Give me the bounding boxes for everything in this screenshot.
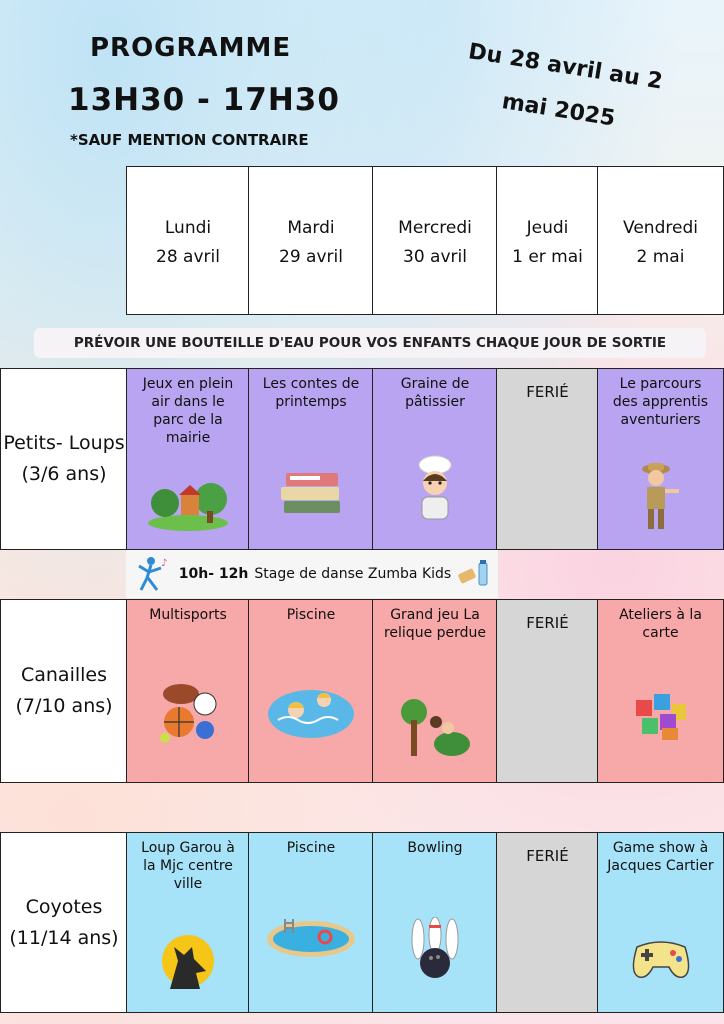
holiday-label: FERIÉ [526,847,569,865]
page-title: PROGRAMME [90,33,292,63]
gamepad-icon [629,933,693,981]
group-label: Coyotes (11/14 ans) [9,895,119,949]
sports-balls-icon [157,678,219,744]
day-name: Jeudi [526,218,569,238]
day-date: 28 avril [156,247,220,267]
holiday-label: FERIÉ [526,383,569,401]
day-name: Vendredi [623,218,698,238]
werewolf-icon [160,933,216,989]
group-label: Petits- Loups (3/6 ans) [3,432,125,485]
activity-cell [597,599,724,783]
swimming-kids-icon [266,680,356,742]
treasure-hunt-icon [398,698,472,758]
day-name: Mercredi [398,218,472,238]
snack-bottle-icon [457,559,491,589]
activity-cell [597,368,724,550]
day-monday [126,166,250,315]
park-icon [145,481,231,531]
puzzle-icon [632,692,690,742]
activity-label: Ateliers à la carte [619,607,702,641]
svg-text:♪: ♪ [160,558,168,569]
day-friday [597,166,724,315]
day-wednesday [372,166,498,315]
baker-child-icon [408,455,462,523]
day-date: 29 avril [279,247,343,267]
zumba-time: 10h- 12h [178,566,249,582]
activity-label: Piscine [286,840,336,856]
activity-label: Jeux en plein air dans le parc de la mairie [142,376,234,446]
activity-cell [126,368,250,550]
note: *SAUF MENTION CONTRAIRE [70,131,309,149]
zumba-label: Stage de danse Zumba Kids [254,566,452,582]
day-tuesday [248,166,374,315]
dancer-icon [133,554,173,594]
activity-cell [126,599,250,783]
activity-cell [372,832,498,1013]
activity-cell [248,832,374,1013]
hours: 13H30 - 17H30 [68,82,340,118]
group-label: Canailles (7/10 ans) [15,664,113,717]
holiday-cell [496,832,599,1013]
day-date: 2 mai [636,247,685,267]
activity-label: Loup Garou à la Mjc centre ville [141,840,235,892]
day-name: Lundi [164,218,212,238]
holiday-cell [496,368,599,550]
bowling-icon [408,917,462,981]
zumba-banner [126,550,498,598]
date-range [456,30,667,148]
group-petits-loups [0,368,128,550]
activity-label: Multisports [149,607,227,623]
activity-label: Les contes de printemps [262,376,360,410]
group-canailles [0,599,128,783]
date-range-line1: Du 28 avril au 2 [466,39,665,95]
activity-cell [248,368,374,550]
activity-cell [372,368,498,550]
swimming-pool-icon [265,915,357,959]
activity-label: Bowling [407,840,463,856]
date-range-line2: mai 2025 [500,89,617,132]
activity-label: Piscine [286,607,336,623]
holiday-cell [496,599,599,783]
activity-label: Le parcours des apprentis aventuriers [612,376,709,428]
holiday-label: FERIÉ [526,614,569,632]
day-date: 30 avril [403,247,467,267]
activity-cell [248,599,374,783]
activity-label: Graine de pâtissier [400,376,470,410]
day-date: 1 er mai [512,247,583,267]
explorer-icon [636,459,686,533]
activity-cell [372,599,498,783]
books-icon [276,463,346,517]
activity-cell [126,832,250,1013]
group-coyotes [0,832,128,1013]
activity-label: Grand jeu La relique perdue [383,607,487,641]
day-thursday [496,166,599,315]
activity-cell [597,832,724,1013]
day-name: Mardi [287,218,335,238]
water-banner: PRÉVOIR UNE BOUTEILLE D'EAU POUR VOS ENFANTS CHAQUE JOUR DE SORTIE [34,328,706,358]
activity-label: Game show à Jacques Cartier [607,840,714,874]
